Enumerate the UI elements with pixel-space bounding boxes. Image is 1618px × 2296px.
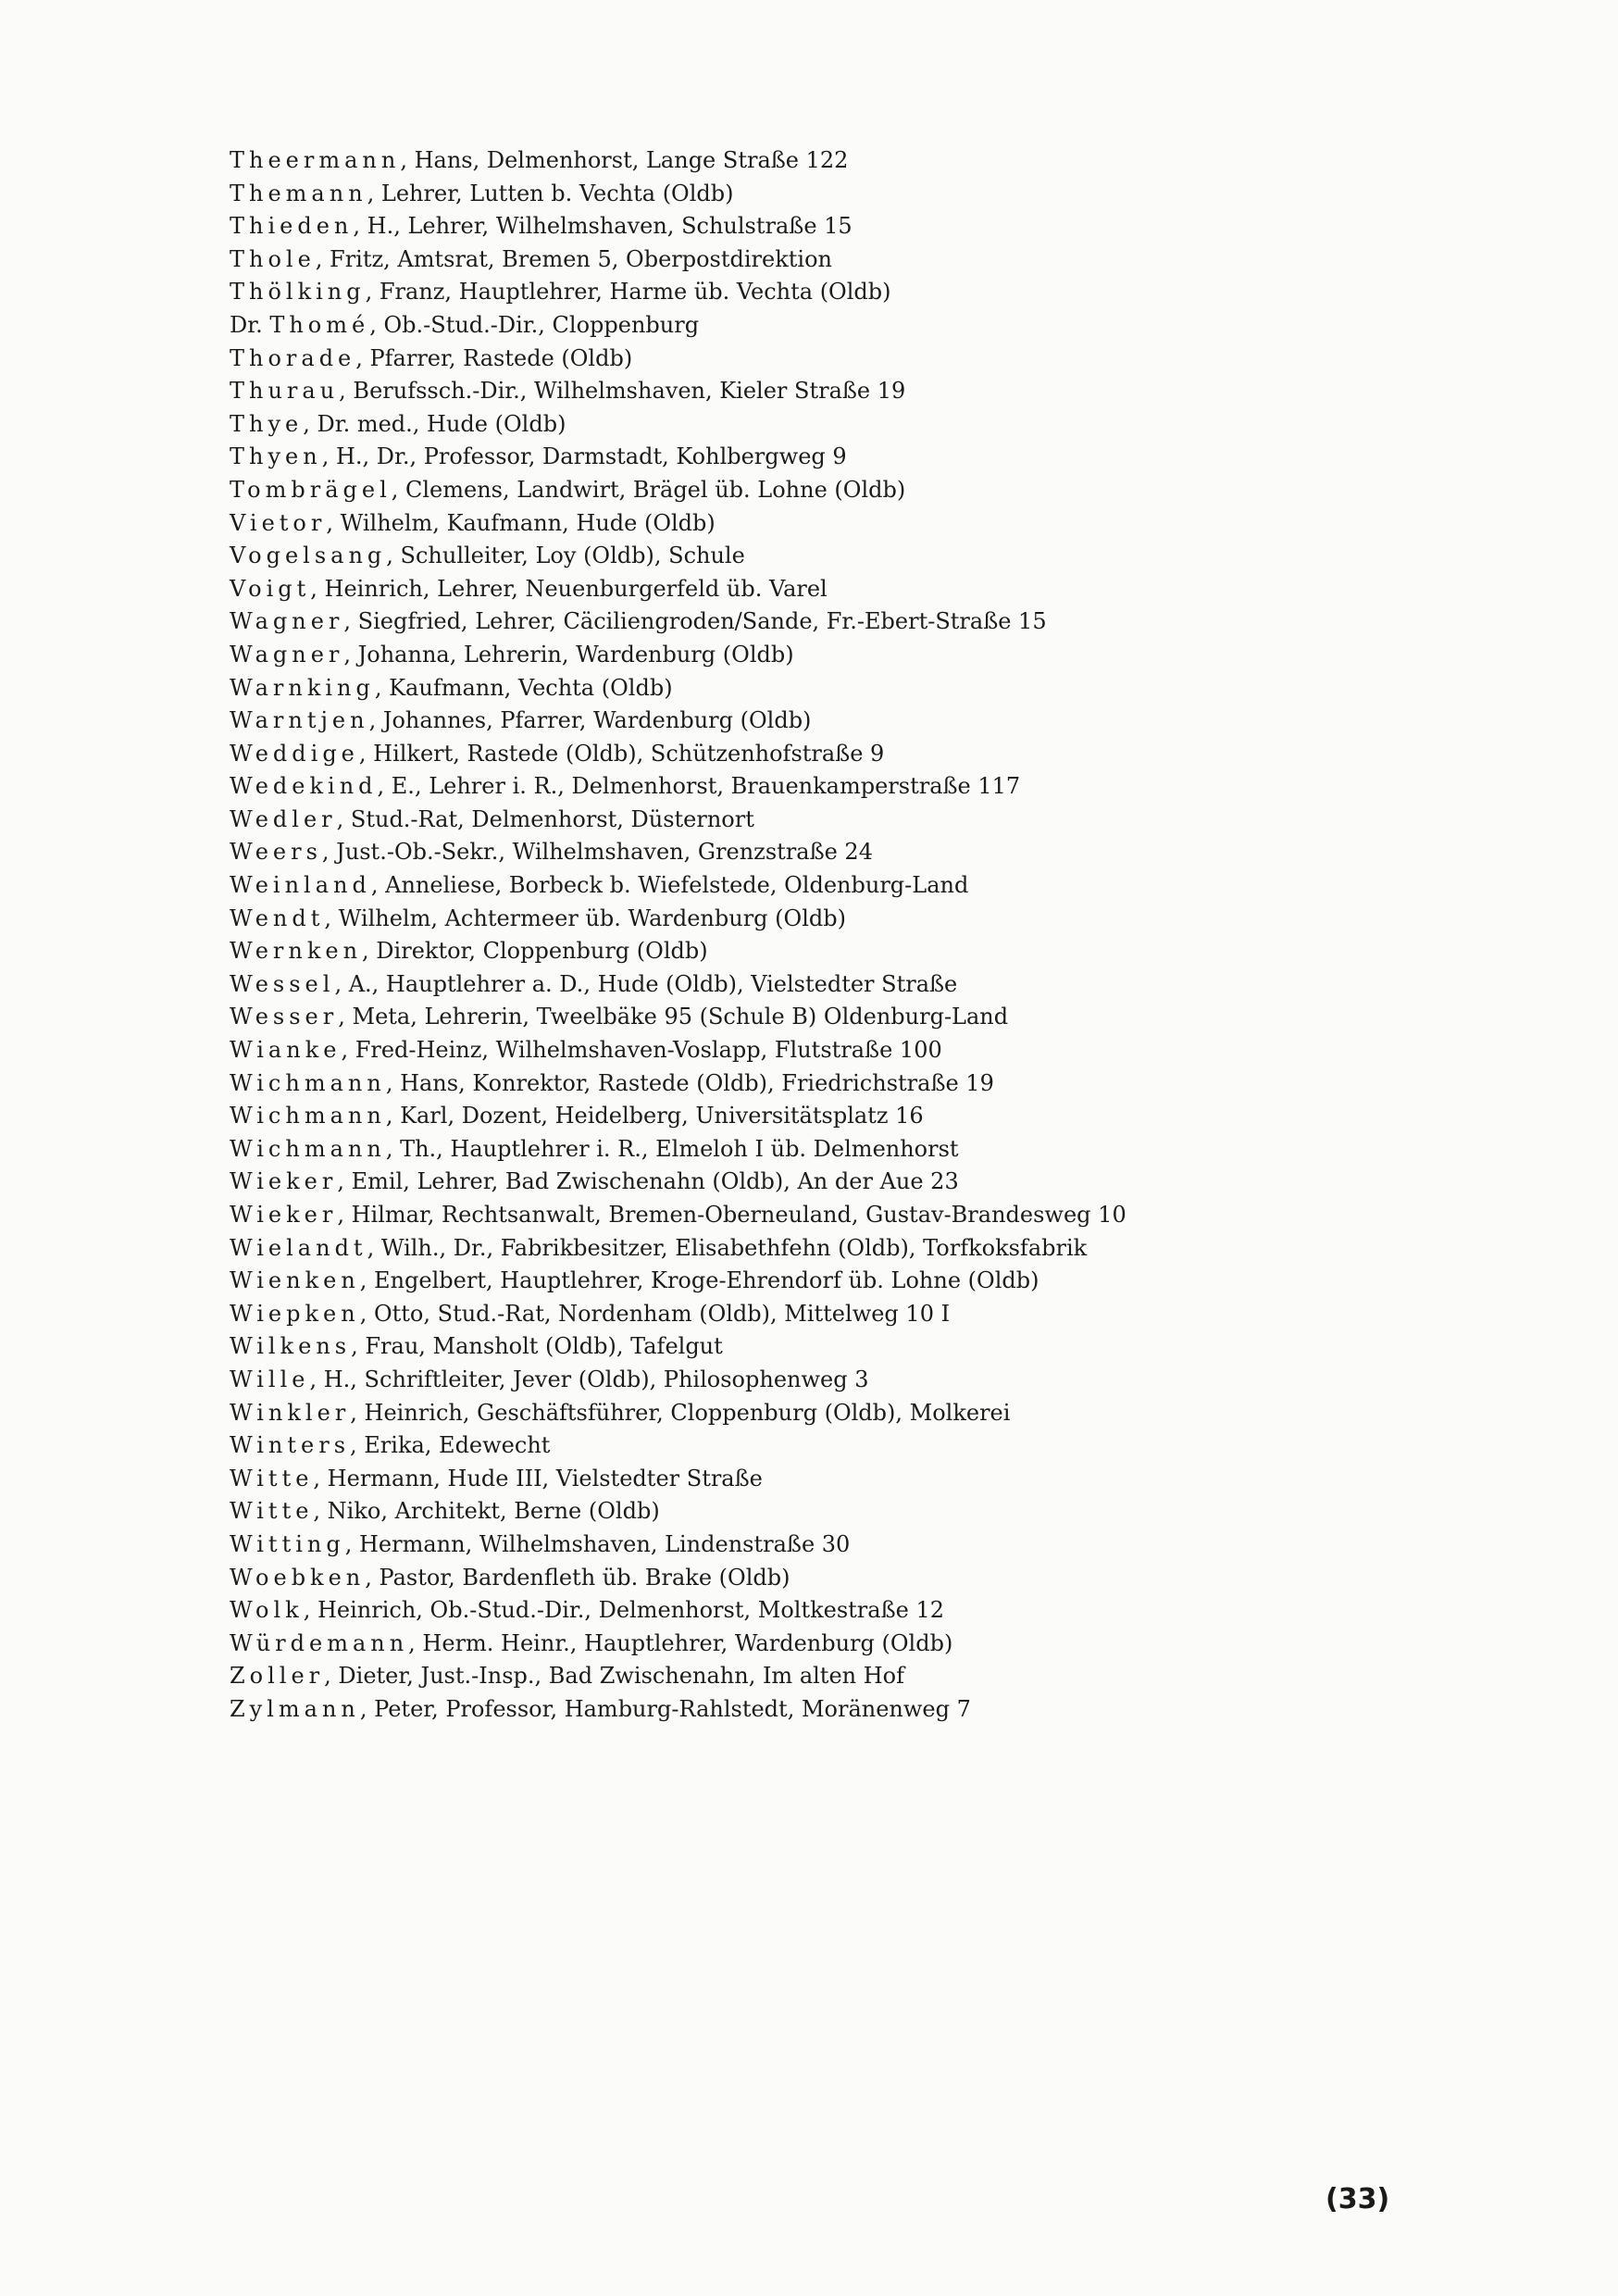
entry-surname: Wichmann — [230, 1069, 386, 1096]
directory-entry — [230, 968, 1414, 1002]
directory-entry — [230, 639, 1414, 672]
entry-surname: Wieker — [230, 1202, 338, 1228]
entry-surname: Thurau — [230, 378, 340, 405]
entry-surname: Thölking — [230, 279, 366, 306]
directory-entry — [230, 441, 1414, 474]
directory-entry — [230, 1562, 1414, 1595]
entry-prefix: Dr. — [230, 311, 270, 338]
entry-surname: Wendt — [230, 905, 325, 931]
entry-details: , Erika, Edewecht — [350, 1432, 551, 1459]
entry-details: , Otto, Stud.-Rat, Nordenham (Oldb), Mittelweg 10 I — [359, 1300, 951, 1327]
entry-surname: Wedekind — [230, 773, 378, 800]
entry-details: , E., Lehrer i. R., Delmenhorst, Brauenkamperstraße 117 — [377, 773, 1021, 800]
entry-details: , Hilmar, Rechtsanwalt, Bremen-Oberneuland, Gustav-Brandesweg 10 — [337, 1202, 1126, 1228]
entry-details: , H., Schriftleiter, Jever (Oldb), Philosophenweg 3 — [309, 1366, 869, 1392]
directory-entry — [230, 1100, 1414, 1133]
entry-details: , Johanna, Lehrerin, Wardenburg (Oldb) — [343, 641, 794, 668]
directory-entry — [230, 1364, 1414, 1397]
directory-entry — [230, 507, 1414, 541]
entry-details: , Fred-Heinz, Wilhelmshaven-Voslapp, Flutstraße 100 — [341, 1037, 942, 1064]
directory-entry — [230, 210, 1414, 243]
entry-surname: Wichmann — [230, 1103, 386, 1129]
entry-details: , H., Lehrer, Wilhelmshaven, Schulstraße 15 — [353, 213, 853, 240]
entry-details: , Meta, Lehrerin, Tweelbäke 95 (Schule B) Oldenburg-Land — [338, 1004, 1009, 1030]
directory-entry — [230, 1693, 1414, 1727]
entry-surname: Voigt — [230, 575, 311, 602]
entry-surname: Thorade — [230, 344, 356, 371]
directory-entry — [230, 573, 1414, 606]
entry-details: , Direktor, Cloppenburg (Oldb) — [362, 938, 708, 965]
directory-list — [230, 144, 1414, 1727]
directory-entry — [230, 1265, 1414, 1298]
entry-details: , Emil, Lehrer, Bad Zwischenahn (Oldb), An der Aue 23 — [337, 1168, 959, 1195]
entry-surname: Woebken — [230, 1564, 366, 1591]
entry-surname: Wessel — [230, 970, 335, 997]
entry-surname: Thieden — [230, 213, 354, 240]
entry-details: , Clemens, Landwirt, Brägel üb. Lohne (Oldb) — [391, 476, 906, 503]
entry-details: , Franz, Hauptlehrer, Harme üb. Vechta (Oldb) — [365, 279, 891, 306]
directory-entry — [230, 1298, 1414, 1331]
directory-entry — [230, 1594, 1414, 1628]
entry-details: , Stud.-Rat, Delmenhorst, Düsternort — [336, 805, 754, 832]
entry-details: , Johannes, Pfarrer, Wardenburg (Oldb) — [368, 707, 812, 734]
entry-surname: Warnking — [230, 674, 375, 701]
entry-details: , Fritz, Amtsrat, Bremen 5, Oberpostdirektion — [315, 245, 832, 272]
entry-details: , Heinrich, Geschäftsführer, Cloppenburg (Oldb), Molkerei — [350, 1399, 1011, 1426]
directory-entry — [230, 408, 1414, 442]
entry-details: , Hermann, Wilhelmshaven, Lindenstraße 30 — [344, 1530, 851, 1557]
directory-entry — [230, 1232, 1414, 1266]
entry-details: , Heinrich, Lehrer, Neuenburgerfeld üb. Varel — [310, 575, 828, 602]
entry-surname: Theermann — [230, 147, 401, 173]
directory-entry — [230, 309, 1414, 343]
entry-surname: Weddige — [230, 740, 359, 767]
entry-details: , Dieter, Just.-Insp., Bad Zwischenahn, Im alten Hof — [324, 1663, 904, 1690]
entry-surname: Wernken — [230, 938, 363, 965]
directory-entry — [230, 474, 1414, 507]
entry-surname: Warntjen — [230, 707, 369, 734]
directory-entry — [230, 1529, 1414, 1562]
entry-details: , Just.-Ob.-Sekr., Wilhelmshaven, Grenzstraße 24 — [321, 839, 873, 866]
entry-details: , Anneliese, Borbeck b. Wiefelstede, Oldenburg-Land — [370, 872, 969, 899]
entry-surname: Witting — [230, 1530, 345, 1557]
entry-surname: Thye — [230, 410, 304, 437]
entry-surname: Weers — [230, 839, 322, 866]
entry-details: , Hans, Delmenhorst, Lange Straße 122 — [400, 147, 849, 173]
entry-surname: Wesser — [230, 1004, 339, 1030]
entry-details: , Wilhelm, Kaufmann, Hude (Oldb) — [326, 509, 716, 536]
entry-surname: Vietor — [230, 509, 327, 536]
entry-details: , Schulleiter, Loy (Oldb), Schule — [386, 543, 745, 569]
entry-surname: Thyen — [230, 443, 322, 470]
entry-surname: Wiepken — [230, 1300, 360, 1327]
directory-entry — [230, 1330, 1414, 1364]
directory-entry — [230, 1660, 1414, 1693]
directory-entry — [230, 869, 1414, 903]
entry-surname: Würdemann — [230, 1629, 409, 1656]
entry-details: , Dr. med., Hude (Oldb) — [303, 410, 566, 437]
entry-details: , Hermann, Hude III, Vielstedter Straße — [313, 1465, 763, 1491]
directory-entry — [230, 935, 1414, 968]
entry-details: , Peter, Professor, Hamburg-Rahlstedt, Moränenweg 7 — [359, 1695, 971, 1722]
entry-surname: Wichmann — [230, 1135, 386, 1162]
directory-entry — [230, 705, 1414, 738]
entry-surname: Thomé — [269, 311, 370, 338]
entry-details: , Kaufmann, Vechta (Oldb) — [374, 674, 673, 701]
entry-details: , Herm. Heinr., Hauptlehrer, Wardenburg (Oldb) — [408, 1629, 953, 1656]
entry-surname: Winkler — [230, 1399, 351, 1426]
entry-surname: Witte — [230, 1498, 314, 1525]
entry-surname: Wolk — [230, 1597, 304, 1624]
directory-entry — [230, 1199, 1414, 1232]
entry-details: , Th., Hauptlehrer i. R., Elmeloh I üb. Delmenhorst — [385, 1135, 959, 1162]
directory-entry — [230, 276, 1414, 309]
entry-details: , H., Dr., Professor, Darmstadt, Kohlbergweg 9 — [321, 443, 847, 470]
directory-entry — [230, 1628, 1414, 1661]
entry-details: , Lehrer, Lutten b. Vechta (Oldb) — [367, 180, 734, 206]
entry-details: , Wilh., Dr., Fabrikbesitzer, Elisabethfehn (Oldb), Torfkoksfabrik — [367, 1234, 1088, 1261]
entry-details: , Hilkert, Rastede (Oldb), Schützenhofstraße 9 — [358, 740, 885, 767]
entry-surname: Themann — [230, 180, 367, 206]
entry-surname: Weinland — [230, 872, 371, 899]
entry-details: , Ob.-Stud.-Dir., Cloppenburg — [369, 311, 700, 338]
directory-entry — [230, 605, 1414, 639]
directory-entry — [230, 1067, 1414, 1101]
entry-surname: Zylmann — [230, 1695, 360, 1722]
entry-surname: Wagner — [230, 608, 344, 635]
entry-details: , Frau, Mansholt (Oldb), Tafelgut — [351, 1333, 723, 1360]
entry-surname: Wieker — [230, 1168, 338, 1195]
directory-entry — [230, 836, 1414, 869]
entry-surname: Zoller — [230, 1663, 325, 1690]
entry-details: , Hans, Konrektor, Rastede (Oldb), Friedrichstraße 19 — [385, 1069, 994, 1096]
entry-details: , Heinrich, Ob.-Stud.-Dir., Delmenhorst, Moltkestraße 12 — [303, 1597, 944, 1624]
entry-surname: Wilkens — [230, 1333, 352, 1360]
directory-entry — [230, 1397, 1414, 1430]
entry-surname: Thole — [230, 245, 316, 272]
entry-details: , Niko, Architekt, Berne (Oldb) — [313, 1498, 660, 1525]
entry-surname: Wagner — [230, 641, 344, 668]
directory-entry — [230, 903, 1414, 936]
entry-surname: Wielandt — [230, 1234, 367, 1261]
entry-details: , A., Hauptlehrer a. D., Hude (Oldb), Vielstedter Straße — [334, 970, 958, 997]
entry-surname: Wienken — [230, 1267, 360, 1294]
entry-surname: Tombrägel — [230, 476, 392, 503]
directory-entry — [230, 375, 1414, 408]
directory-entry — [230, 1463, 1414, 1496]
entry-surname: Wille — [230, 1366, 310, 1392]
directory-entry — [230, 144, 1414, 178]
entry-details: , Pastor, Bardenfleth üb. Brake (Oldb) — [365, 1564, 790, 1591]
directory-entry — [230, 540, 1414, 573]
directory-entry — [230, 738, 1414, 771]
entry-details: , Engelbert, Hauptlehrer, Kroge-Ehrendorf üb. Lohne (Oldb) — [359, 1267, 1039, 1294]
directory-entry — [230, 1429, 1414, 1463]
entry-surname: Vogelsang — [230, 543, 387, 569]
entry-details: , Karl, Dozent, Heidelberg, Universitätsplatz 16 — [385, 1103, 924, 1129]
directory-entry — [230, 1133, 1414, 1167]
entry-details: , Berufssch.-Dir., Wilhelmshaven, Kieler Straße 19 — [339, 378, 906, 405]
entry-surname: Wianke — [230, 1037, 342, 1064]
directory-entry — [230, 178, 1414, 211]
entry-details: , Siegfried, Lehrer, Cäciliengroden/Sande, Fr.-Ebert-Straße 15 — [343, 608, 1047, 635]
directory-entry — [230, 672, 1414, 705]
entry-surname: Witte — [230, 1465, 314, 1491]
directory-entry — [230, 1495, 1414, 1529]
page-number: (33) — [1326, 2183, 1390, 2215]
entry-surname: Winters — [230, 1432, 351, 1459]
directory-entry — [230, 343, 1414, 376]
directory-entry — [230, 243, 1414, 277]
entry-surname: Wedler — [230, 805, 337, 832]
entry-details: , Wilhelm, Achtermeer üb. Wardenburg (Oldb) — [324, 905, 846, 931]
directory-entry — [230, 804, 1414, 837]
entry-details: , Pfarrer, Rastede (Oldb) — [355, 344, 633, 371]
directory-entry — [230, 770, 1414, 804]
directory-entry — [230, 1034, 1414, 1067]
directory-entry — [230, 1001, 1414, 1034]
directory-entry — [230, 1166, 1414, 1199]
